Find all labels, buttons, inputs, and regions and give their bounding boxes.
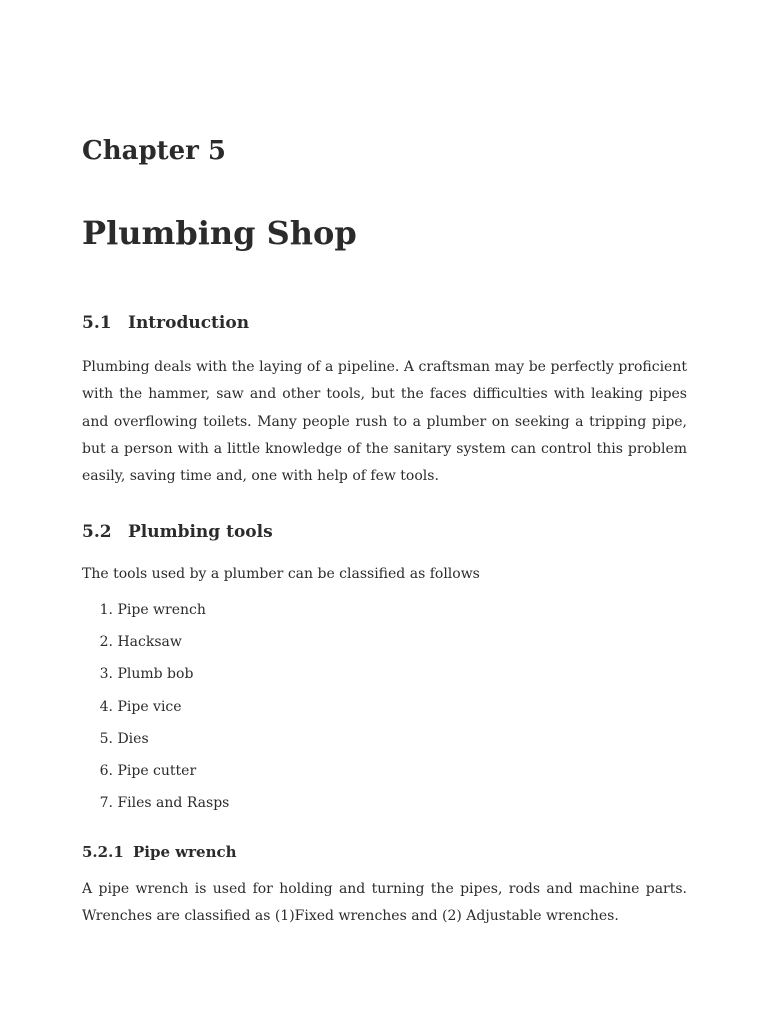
introduction-paragraph (82, 354, 687, 490)
paragraph-line: Plumbing deals with the laying of a pipeline. A craftsman may be perfectly proficient with (82, 359, 687, 403)
list-item-text: Plumb bob (117, 666, 194, 683)
list-item (82, 697, 229, 729)
list-item (82, 793, 229, 825)
section-title: Plumbing tools (128, 522, 273, 542)
list-item (82, 600, 229, 632)
paragraph-line: are classified as (1)Fixed wrenches and (2) Adjustable wrenches. (156, 908, 619, 925)
list-item (82, 761, 229, 793)
paragraph-line: knowledge of the sanitary system can control this problem easily, saving time and, one with (82, 440, 687, 485)
chapter-title: Plumbing Shop (82, 214, 357, 252)
section-number: 5.1 (82, 313, 112, 333)
list-item-text: Files and Rasps (117, 795, 230, 812)
subsection-heading-pipe-wrench (82, 843, 237, 861)
list-item-text: Pipe wrench (117, 602, 206, 618)
list-item (82, 632, 229, 664)
paragraph-line: the hammer, saw and other tools, but the faces difficulties with leaking pipes and overflowing (82, 386, 687, 430)
list-item-text: Pipe cutter (117, 762, 197, 779)
section-heading-introduction (82, 313, 249, 333)
subsection-title: Pipe wrench (133, 843, 237, 861)
paragraph-line: toilets. Many people rush to a plumber on seeking a tripping pipe, but a person with a little (82, 413, 688, 457)
paragraph-line: A pipe wrench is used for holding and turning the pipes, rods and machine parts. Wrenches (82, 881, 687, 925)
section-title: Introduction (128, 313, 250, 333)
list-item-number: 2. (99, 634, 113, 651)
list-item-number: 1. (99, 602, 113, 618)
chapter-label: Chapter 5 (82, 136, 227, 166)
list-item (82, 729, 229, 761)
tools-list (82, 600, 229, 825)
paragraph-line: help of few tools. (317, 468, 439, 485)
list-item-number: 6. (99, 762, 113, 779)
section-heading-plumbing-tools (82, 522, 273, 542)
list-item-number: 7. (99, 795, 113, 812)
subsection-number: 5.2.1 (82, 843, 124, 861)
tools-intro-text: The tools used by a plumber can be classified as follows (82, 566, 480, 582)
section-number: 5.2 (82, 522, 112, 542)
list-item-number: 4. (99, 698, 113, 715)
list-item-number: 5. (99, 730, 113, 747)
list-item-text: Pipe vice (117, 698, 182, 715)
list-item-text: Dies (117, 730, 149, 747)
list-item-number: 3. (99, 666, 113, 683)
list-item-text: Hacksaw (117, 634, 182, 651)
list-item (82, 664, 229, 696)
pipe-wrench-paragraph (82, 876, 687, 931)
